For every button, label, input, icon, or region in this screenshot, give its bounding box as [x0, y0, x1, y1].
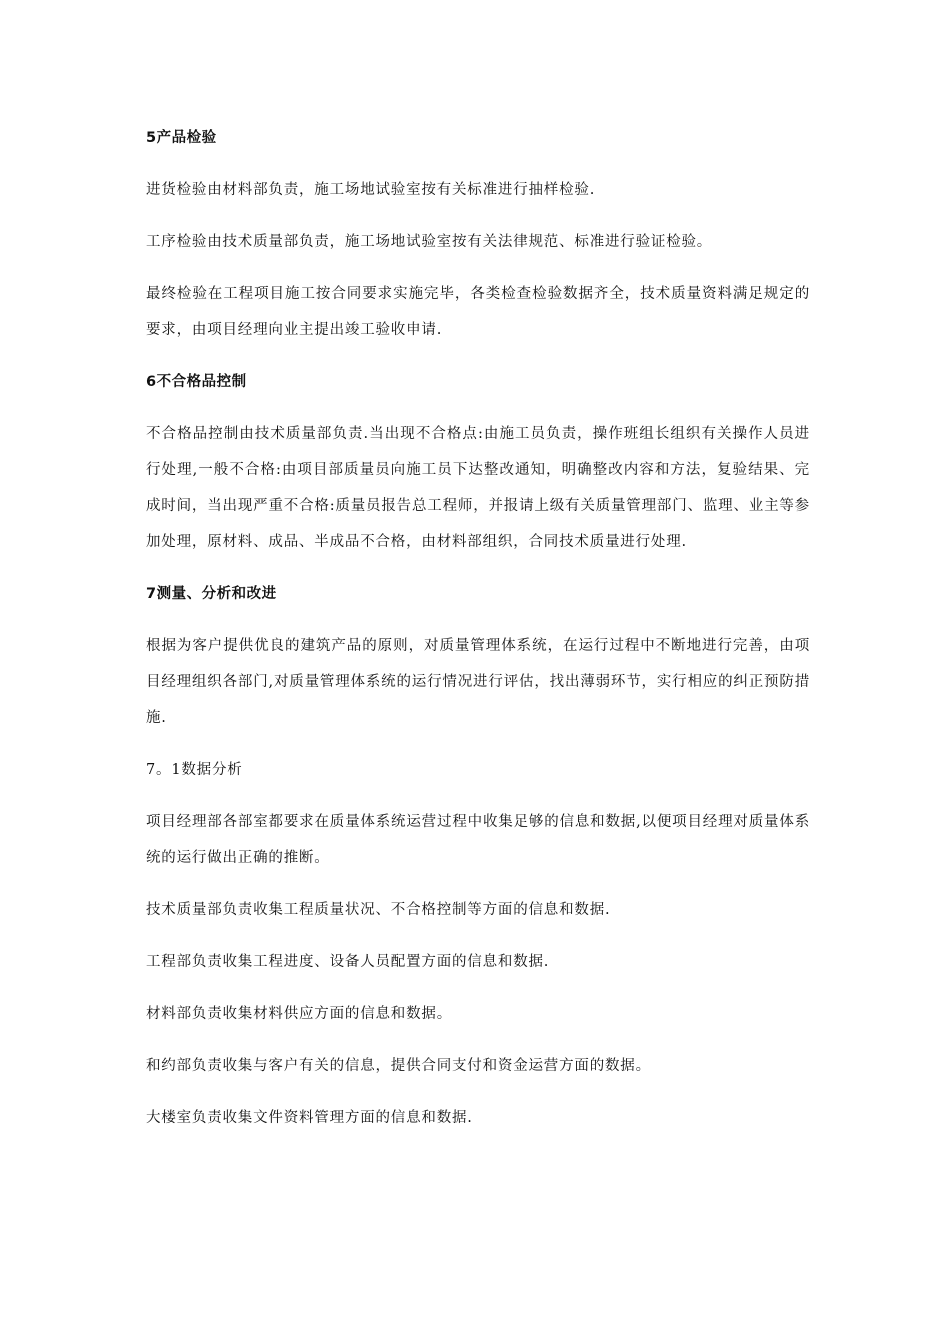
section-heading-7: 7测量、分析和改进 [146, 586, 277, 602]
paragraph-process-inspection: 工序检验由技术质量部负责，施工场地试验室按有关法律规范、标准进行验证检验。 [146, 234, 713, 250]
paragraph-incoming-inspection: 进货检验由材料部负责，施工场地试验室按有关标准进行抽样检验. [146, 182, 596, 198]
section-heading-5: 5产品检验 [146, 130, 217, 146]
section-heading-6: 6不合格品控制 [146, 374, 247, 390]
paragraph-tech-quality-data: 技术质量部负责收集工程质量状况、不合格控制等方面的信息和数据. [146, 902, 611, 918]
document-page [146, 120, 810, 1152]
paragraph-data-collection: 项目经理部各部室都要求在质量体系统运营过程中收集足够的信息和数据,以便项目经理对质量体系统的运行做出正确的推断。 [146, 814, 810, 866]
paragraph-engineering-data: 工程部负责收集工程进度、设备人员配置方面的信息和数据. [146, 954, 550, 970]
subsection-heading-7-1: 7。1数据分析 [146, 762, 243, 778]
paragraph-materials-data: 材料部负责收集材料供应方面的信息和数据。 [146, 1006, 452, 1022]
paragraph-nonconforming-control: 不合格品控制由技术质量部负责.当出现不合格点:由施工员负责，操作班组长组织有关操作人员进行处理,一般不合格:由项目部质量员向施工员下达整改通知，明确整改内容和方法，复验结果、完成时间，当出现严重不合格:质量员报告总工程师，并报请上级有关质量管理部门、监理、业主等参加处理，原材料、成品、半成品不合格，由材料部组织，合同技术质量进行处理. [146, 426, 810, 550]
paragraph-document-data: 大楼室负责收集文件资料管理方面的信息和数据. [146, 1110, 473, 1126]
paragraph-final-inspection: 最终检验在工程项目施工按合同要求实施完毕，各类检查检验数据齐全，技术质量资料满足规定的要求，由项目经理向业主提出竣工验收申请. [146, 286, 810, 338]
paragraph-contract-data: 和约部负责收集与客户有关的信息，提供合同支付和资金运营方面的数据。 [146, 1058, 651, 1074]
paragraph-measurement-improvement: 根据为客户提供优良的建筑产品的原则，对质量管理体系统，在运行过程中不断地进行完善，由项目经理组织各部门,对质量管理体系统的运行情况进行评估，找出薄弱环节，实行相应的纠正预防措施. [146, 638, 810, 726]
